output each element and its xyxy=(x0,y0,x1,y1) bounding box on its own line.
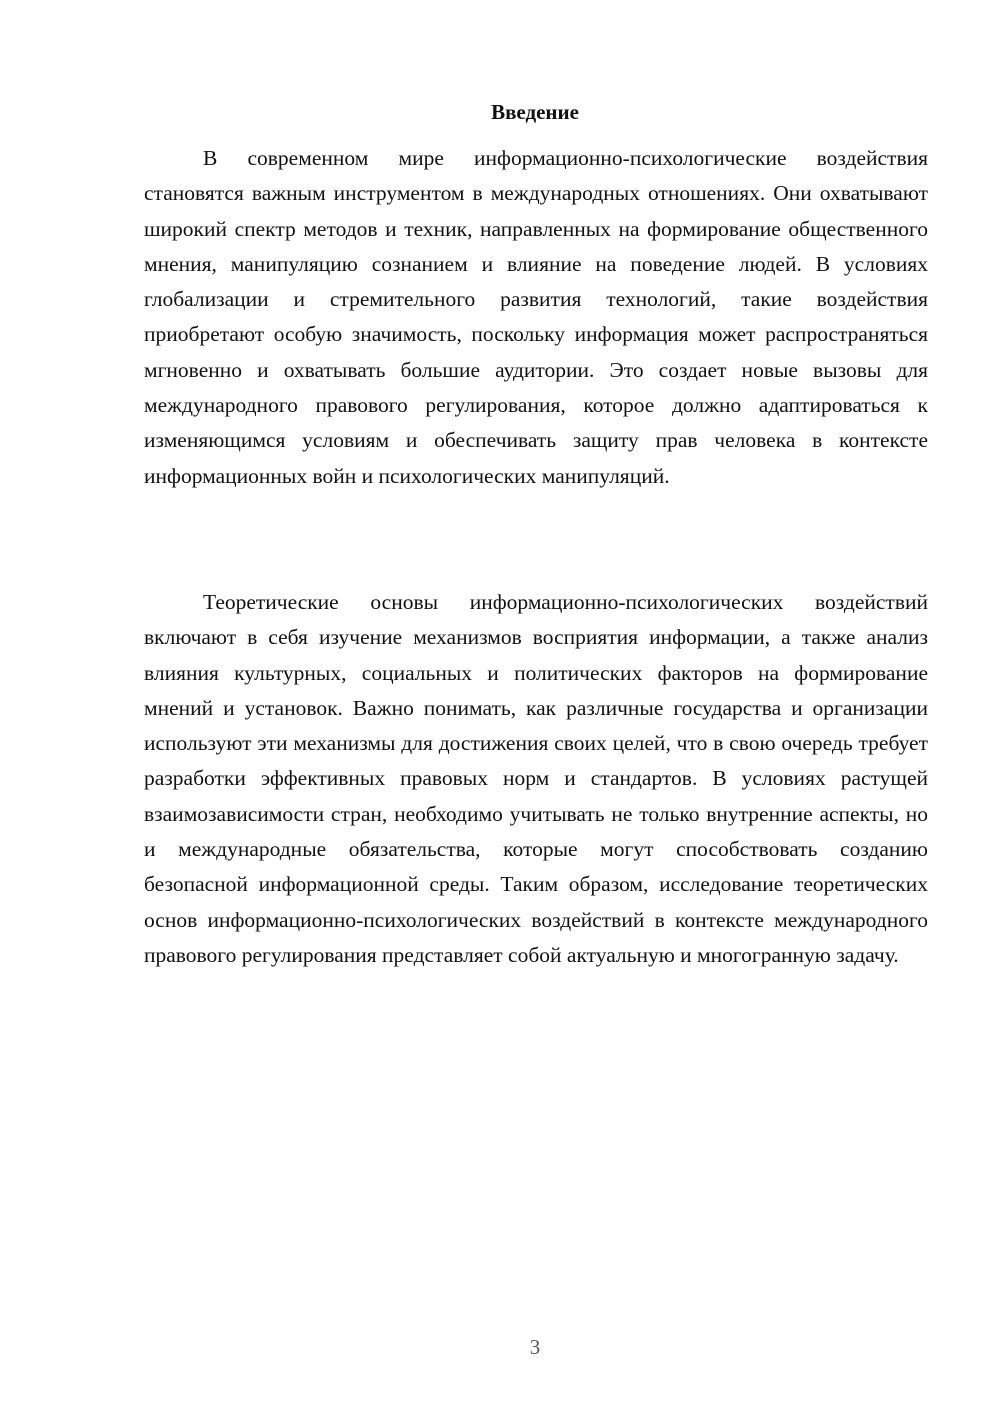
paragraph-2: Теоретические основы информационно-психологических воздействий включают в себя изучение механизмов восприятия информации, а также анализ влияния культурных, социальных и политических факторов на формирование мнений и установок. Важно понимать, как различные государства и организации используют эти механизмы для достижения своих целей, что в свою очередь требует разработки эффективных правовых норм и стандартов. В условиях растущей взаимозависимости стран, необходимо учитывать не только внутренние аспекты, но и международные обязательства, которые могут способствовать созданию безопасной информационной среды. Таким образом, исследование теоретических основ информационно-психологических воздействий в контексте международного правового регулирования представляет собой актуальную и многогранную задачу. xyxy=(144,590,928,967)
page-number: 3 xyxy=(529,1335,541,1359)
page-title: Введение xyxy=(491,100,579,124)
paragraph-1: В современном мире информационно-психологические воздействия становятся важным инструментом в международных отношениях. Они охватывают широкий спектр методов и техник, направленных на формирование общественного мнения, манипуляцию сознанием и влияние на поведение людей. В условиях глобализации и стремительного развития технологий, такие воздействия приобретают особую значимость, поскольку информация может распространяться мгновенно и охватывать большие аудитории. Это создает новые вызовы для международного правового регулирования, которое должно адаптироваться к изменяющимся условиям и обеспечивать защиту прав человека в контексте информационных войн и психологических манипуляций. xyxy=(144,146,928,488)
